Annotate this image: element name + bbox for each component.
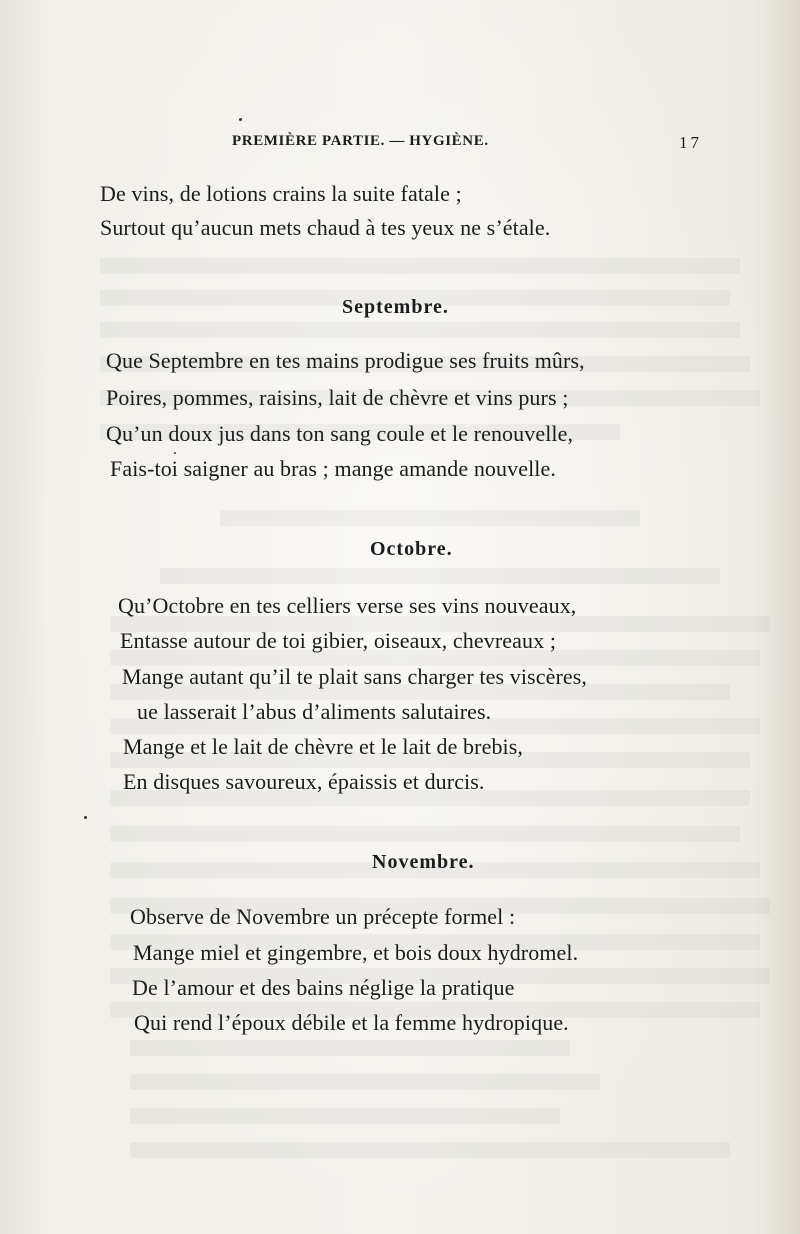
verse-line: Entasse autour de toi gibier, oiseaux, chevreaux ;	[120, 628, 557, 653]
verse-line: Poires, pommes, raisins, lait de chèvre et vins purs ;	[106, 385, 569, 410]
verse-line: Mange autant qu’il te plait sans charger tes viscères,	[122, 664, 588, 689]
section-heading-septembre: Septembre.	[342, 296, 449, 318]
section-heading-octobre: Octobre.	[370, 538, 453, 560]
verse-line: Observe de Novembre un précepte formel :	[130, 904, 516, 929]
verse-line: Que Septembre en tes mains prodigue ses fruits mûrs,	[106, 348, 585, 373]
verse-line: ue lasserait l’abus d’aliments salutaires.	[137, 699, 492, 724]
verse-line: Surtout qu’aucun mets chaud à tes yeux ne s’étale.	[100, 215, 551, 240]
verse-line: Mange et le lait de chèvre et le lait de brebis,	[123, 734, 524, 759]
paper-speck	[84, 816, 87, 819]
verse-line: Fais-toi saigner au bras ; mange amande nouvelle.	[110, 456, 556, 481]
section-heading-novembre: Novembre.	[372, 851, 475, 873]
verse-line: Qui rend l’époux débile et la femme hydropique.	[134, 1010, 569, 1035]
verse-line: De vins, de lotions crains la suite fatale ;	[100, 181, 462, 206]
running-head	[232, 133, 702, 155]
verse-line: Qu’un doux jus dans ton sang coule et le renouvelle,	[106, 421, 574, 446]
paper-speck	[174, 452, 176, 454]
verse-line: En disques savoureux, épaissis et durcis.	[123, 769, 485, 794]
verse-line: Mange miel et gingembre, et bois doux hydromel.	[133, 940, 579, 965]
running-head-title: PREMIÈRE PARTIE. — HYGIÈNE.	[232, 133, 489, 149]
page-number: 17	[679, 133, 702, 152]
verse-line: De l’amour et des bains néglige la pratique	[132, 975, 515, 1000]
paper-speck	[239, 118, 242, 121]
verse-line: Qu’Octobre en tes celliers verse ses vins nouveaux,	[118, 593, 577, 618]
